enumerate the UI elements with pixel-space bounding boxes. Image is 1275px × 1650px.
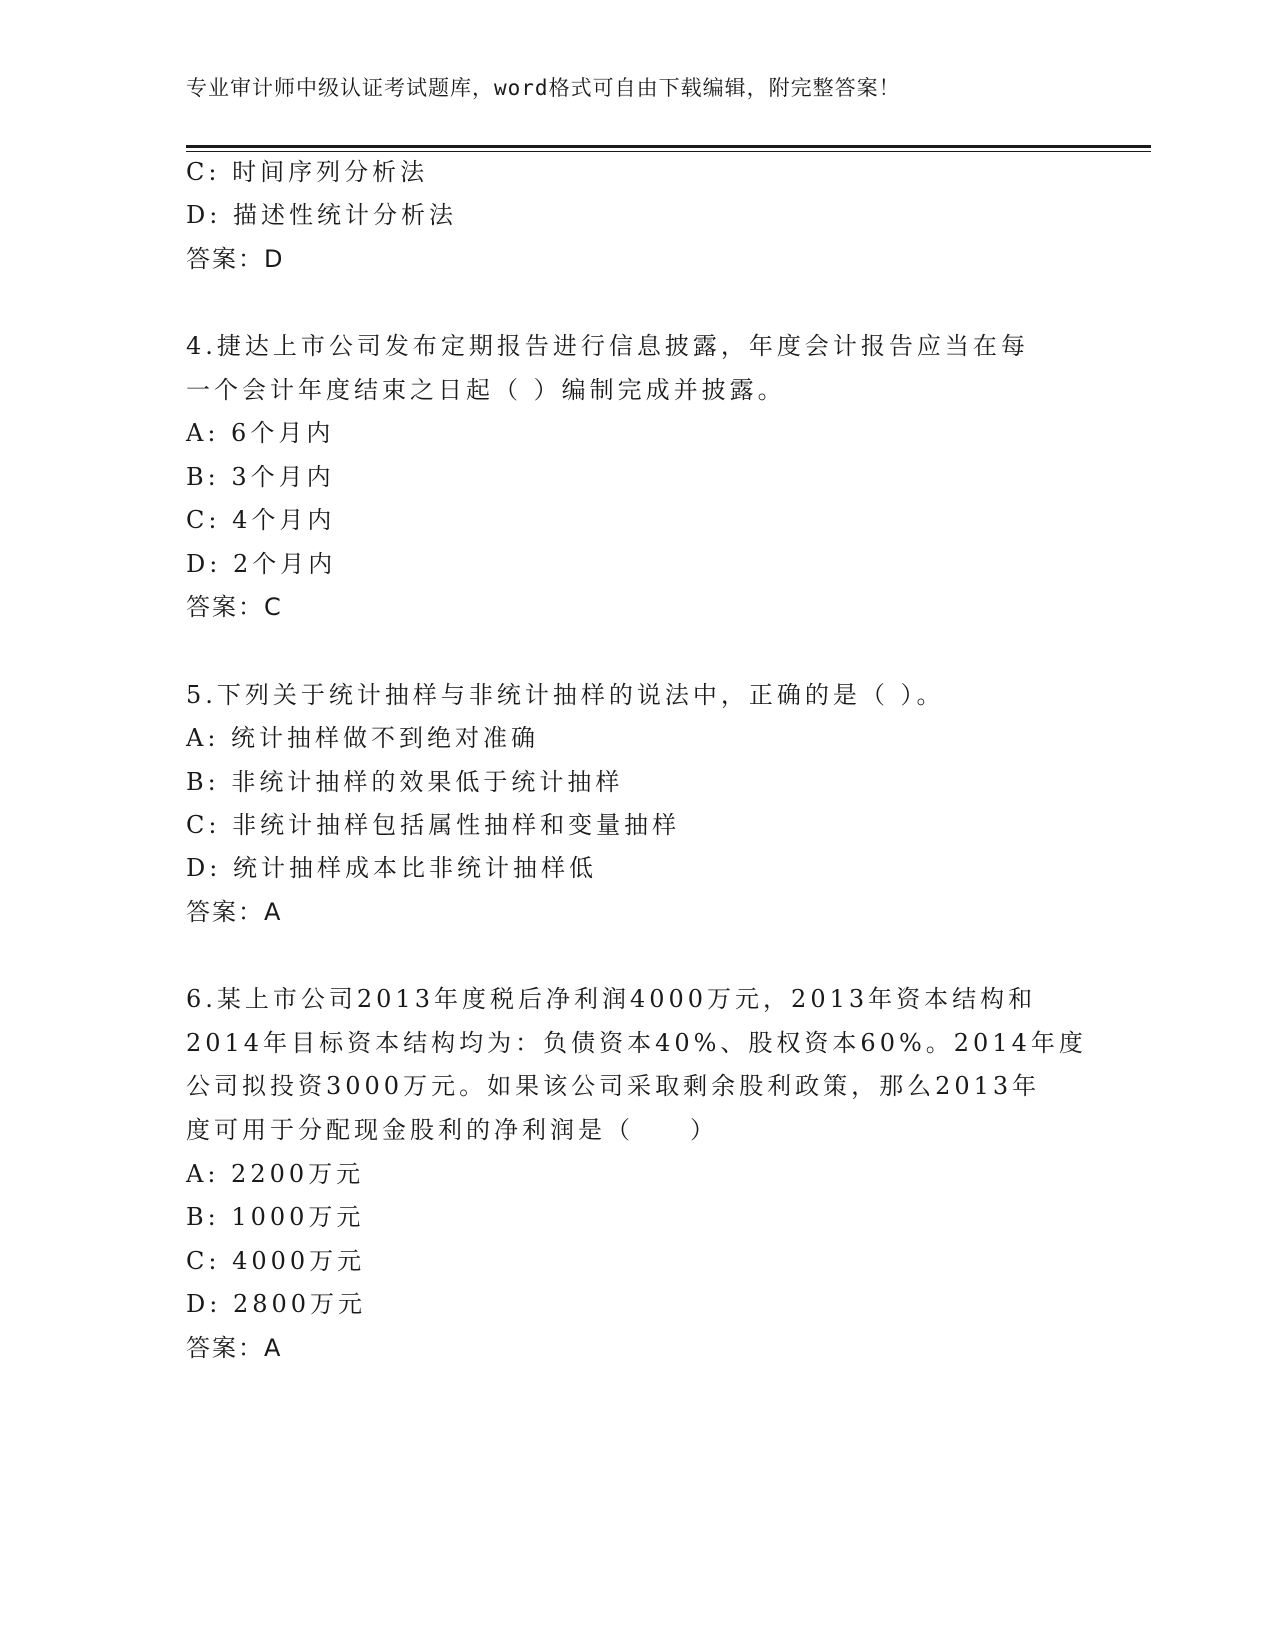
q3-option-d: D: 描述性统计分析法: [186, 201, 457, 229]
q6-stem-line-1: 6.某上市公司2013年度税后净利润4000万元，2013年资本结构和: [186, 985, 1037, 1013]
q5-stem-line-1: 5.下列关于统计抽样与非统计抽样的说法中，正确的是（ ）。: [186, 681, 945, 709]
q5-answer: 答案：A: [186, 898, 283, 926]
q5-option-a: A: 统计抽样做不到绝对准确: [186, 724, 540, 752]
header-divider-thick: [186, 145, 1151, 148]
q4-option-c: C: 4个月内: [186, 506, 336, 534]
q4-option-a: A: 6个月内: [186, 419, 335, 447]
q3-answer: 答案：D: [186, 245, 285, 273]
q6-option-c: C: 4000万元: [186, 1247, 366, 1275]
q3-option-c: C: 时间序列分析法: [186, 158, 429, 186]
q4-option-b: B: 3个月内: [186, 463, 335, 491]
q4-stem-line-2: 一个会计年度结束之日起（ ）编制完成并披露。: [186, 376, 786, 404]
q5-option-b: B: 非统计抽样的效果低于统计抽样: [186, 768, 624, 796]
q6-stem-line-4: 度可用于分配现金股利的净利润是（ ）: [186, 1116, 718, 1144]
q6-answer: 答案：A: [186, 1334, 283, 1362]
q4-option-d: D: 2个月内: [186, 550, 337, 578]
page-header: 专业审计师中级认证考试题库，word格式可自由下载编辑，附完整答案！: [186, 76, 901, 100]
header-divider-thin: [186, 151, 1151, 152]
q4-stem-line-1: 4.捷达上市公司发布定期报告进行信息披露，年度会计报告应当在每: [186, 332, 1029, 360]
q6-option-d: D: 2800万元: [186, 1290, 367, 1318]
q5-option-d: D: 统计抽样成本比非统计抽样低: [186, 854, 597, 882]
q4-answer: 答案：C: [186, 593, 283, 621]
q6-option-a: A: 2200万元: [186, 1160, 365, 1188]
q6-stem-line-2: 2014年目标资本结构均为：负债资本40%、股权资本60%。2014年度: [186, 1029, 1087, 1057]
q5-option-c: C: 非统计抽样包括属性抽样和变量抽样: [186, 811, 681, 839]
q6-stem-line-3: 公司拟投资3000万元。如果该公司采取剩余股利政策，那么2013年: [186, 1072, 1041, 1100]
q6-option-b: B: 1000万元: [186, 1203, 365, 1231]
